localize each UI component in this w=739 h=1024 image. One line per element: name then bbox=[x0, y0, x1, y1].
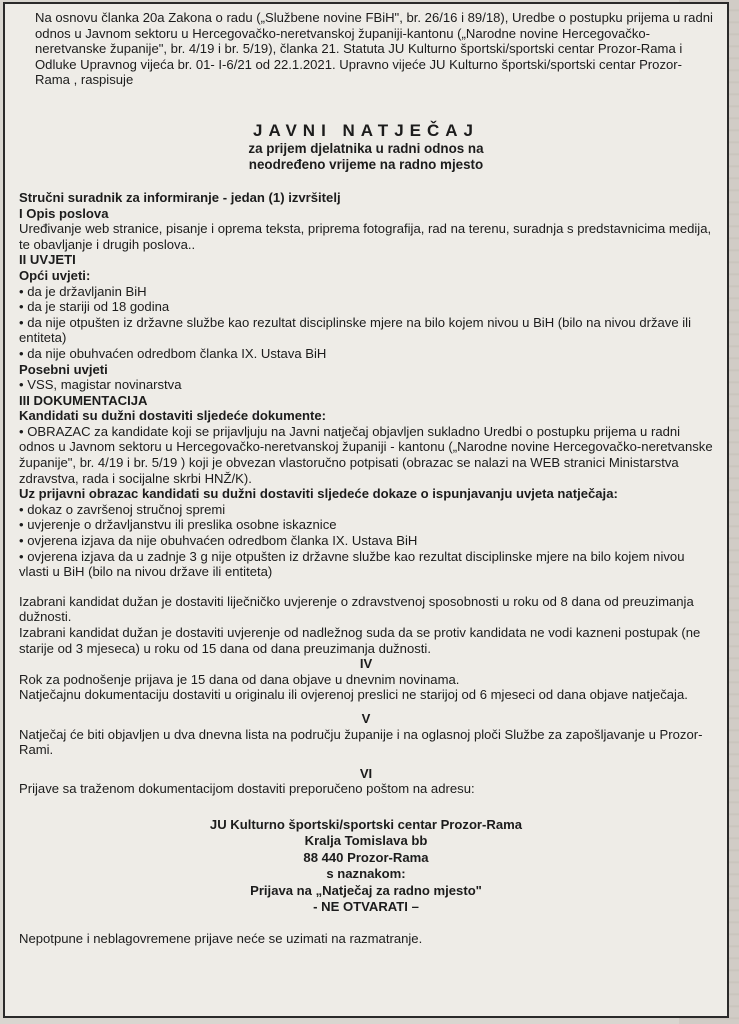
ad-title: JAVNI NATJEČAJ bbox=[252, 120, 479, 140]
proofs-heading: Uz prijavni obrazac kandidati su dužni dostaviti sljedeće dokaze o ispunjavanju uvjeta natječaja: bbox=[19, 486, 618, 502]
court-certificate-note: Izabrani kandidat dužan je dostaviti uvjerenje od nadležnog suda da se protiv kandidata ne vodi kazneni postupak (ne starije od 3 mjeseca) u roku od 15 dana od dana preuzimanja dužnosti. bbox=[19, 625, 701, 656]
list-item: • dokaz o završenoj stručnoj spremi bbox=[19, 502, 713, 518]
ad-subtitle-line-1: za prijem djelatnika u radni odnos na bbox=[248, 140, 484, 156]
documents-heading: Kandidati su dužni dostaviti sljedeće dokumente: bbox=[19, 408, 327, 424]
documentation-text: Natječajnu dokumentaciju dostaviti u originalu ili ovjerenoj preslici ne starijoj od 6 mjeseci od dana objave natječaja. bbox=[19, 687, 688, 703]
spacer bbox=[19, 758, 713, 766]
address-line-2: Kralja Tomislava bb bbox=[304, 833, 428, 849]
medical-certificate-note: Izabrani kandidat dužan je dostaviti liječničko uvjerenje o zdravstvenoj sposobnosti u roku od 8 dana od preuzimanja dužnosti. bbox=[19, 593, 694, 625]
list-item: • ovjerena izjava da nije obuhvaćen odredbom članka IX. Ustava BiH bbox=[19, 533, 713, 549]
job-description: Uređivanje web stranice, pisanje i oprema teksta, priprema fotografija, rad na terenu, suradnja s predstavnicima medija, te obavljanje i drugih poslova.. bbox=[19, 221, 712, 252]
spacer bbox=[19, 703, 713, 711]
job-advertisement bbox=[3, 2, 729, 1018]
list-item: • da je državljanin BiH bbox=[19, 284, 713, 300]
list-item: • da je stariji od 18 godina bbox=[19, 299, 713, 315]
list-item: • uvjerenje o državljanstvu ili preslika osobne iskaznice bbox=[19, 517, 713, 533]
position-title: Stručni suradnik za informiranje - jedan (1) izvršitelj bbox=[19, 189, 341, 205]
address-line-4: s naznakom: bbox=[326, 866, 406, 882]
list-item: • VSS, magistar novinarstva bbox=[19, 377, 713, 393]
mailing-address bbox=[19, 817, 713, 915]
list-item: • ovjerena izjava da u zadnje 3 g nije otpušten iz državne službe kao rezultat disciplinske mjere na bilo kojem nivou vlasti u BiH (bilo na nivou države ili entiteta) bbox=[19, 549, 713, 580]
address-line-1: JU Kulturno športski/sportski centar Prozor-Rama bbox=[209, 816, 523, 832]
address-line-6: - NE OTVARATI – bbox=[313, 898, 419, 914]
deadline-text: Rok za podnošenje prijava je 15 dana od dana objave u dnevnim novinama. bbox=[19, 671, 460, 687]
general-conditions-heading: Opći uvjeti: bbox=[19, 267, 91, 283]
list-item: • OBRAZAC za kandidate koji se prijavljuju na Javni natječaj objavljen sukladno Uredbi o postupku prijema u radni odnos u Javnom sektoru u Hercegovačko-neretvanskoj županiji - kantonu („Narodne novine Hercegovačko-neretvanske županije", br. 4/19 i br. 5/19 ) koji je obvezan vlastoručno potpisati (obrazac se nalazi na WEB stranici Ministarstva zdravstva, rada i socijalne skrbi HNŽ/K). bbox=[19, 424, 713, 486]
ad-subtitle-line-2: neodređeno vrijeme na radno mjesto bbox=[248, 156, 484, 172]
section-6-heading: VI bbox=[359, 765, 373, 781]
title-block bbox=[19, 122, 713, 173]
submission-text: Prijave sa traženom dokumentacijom dostaviti preporučeno poštom na adresu: bbox=[19, 781, 475, 797]
spacer bbox=[19, 580, 713, 594]
ad-content bbox=[19, 190, 713, 947]
list-item: • da nije obuhvaćen odredbom članka IX. Ustava BiH bbox=[19, 346, 713, 362]
footer-note: Nepotpune i neblagovremene prijave neće se uzimati na razmatranje. bbox=[19, 931, 423, 947]
publication-text: Natječaj će biti objavljen u dva dnevna lista na području županije i na oglasnoj ploči Službe za zapošljavanje u Prozor-Rami. bbox=[19, 726, 703, 758]
section-1-heading: I Opis poslova bbox=[19, 205, 109, 221]
section-5-heading: V bbox=[361, 710, 371, 726]
list-item: • da nije otpušten iz državne službe kao rezultat disciplinske mjere na bilo kojem nivou u BiH (bilo na nivou države ili entiteta) bbox=[19, 315, 713, 346]
section-4-heading: IV bbox=[359, 656, 373, 672]
address-line-3: 88 440 Prozor-Rama bbox=[303, 849, 429, 865]
intro-paragraph: Na osnovu članka 20a Zakona o radu („Službene novine FBiH", br. 26/16 i 89/18), Uredbe o postupku prijema u radni odnos u Javnom sektoru u Hercegovačko-neretvanskoj županiji-kantonu („Narodne novine Hercegovačko-neretvanske županije", br. 4/19 i br. 5/19), članka 21. Statuta JU Kulturno športski/sportski centar Prozor-Rama i Odluke Upravnog vijeća br. 01- I-6/21 od 22.1.2021. Upravno vijeće JU Kulturno športski/sportski centar Prozor-Rama , raspisuje bbox=[35, 10, 713, 88]
section-2-heading: II UVJETI bbox=[19, 252, 76, 268]
section-3-heading: III DOKUMENTACIJA bbox=[19, 392, 148, 408]
special-conditions-heading: Posebni uvjeti bbox=[19, 361, 108, 377]
address-line-5: Prijava na „Natječaj za radno mjesto" bbox=[250, 882, 482, 898]
